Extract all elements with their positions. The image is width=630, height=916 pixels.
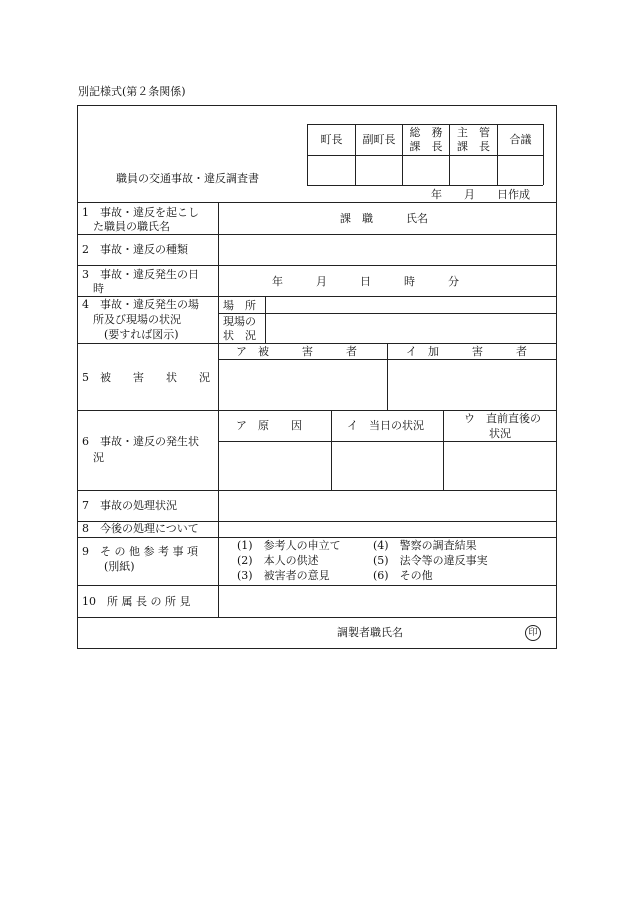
approval-chief: 町長: [320, 133, 343, 146]
row4-label-3: (要すれば図示): [82, 328, 179, 341]
row1-value: 課 職 氏名: [340, 212, 428, 225]
row3-label-2: 時: [82, 282, 104, 295]
approval-general-affairs-2: 課 長: [409, 140, 443, 153]
row3-label-1: 3 事故・違反発生の日: [82, 268, 199, 281]
row5-offender-header: イ 加 害 者: [406, 345, 527, 358]
row4-scene-label-2: 状 況: [223, 329, 256, 342]
row2-label: 2 事故・違反の種類: [82, 243, 188, 256]
row9-item-6: (6) その他: [373, 569, 433, 582]
form-caption: 別記様式(第２条関係): [78, 85, 186, 98]
approval-deputy: 副町長: [362, 133, 396, 146]
preparer-label: 調製者職氏名: [337, 626, 403, 639]
row4-place-label: 場 所: [223, 299, 256, 312]
row6-day-header: イ 当日の状況: [347, 419, 424, 432]
row4-label-2: 所及び現場の状況: [82, 313, 181, 326]
row4-label-1: 4 事故・違反発生の場: [82, 298, 199, 311]
row10-label: 10 所 属 長 の 所 見: [82, 595, 191, 608]
row6-before-after-header-2: 状況: [489, 427, 511, 440]
form-title: 職員の交通事故・違反調査書: [116, 172, 259, 185]
date-created: 年 月 日作成: [431, 188, 530, 201]
approval-council: 合議: [509, 133, 532, 146]
row1-label-2: た職員の職氏名: [82, 220, 170, 233]
row9-item-3: (3) 被害者の意見: [237, 569, 330, 582]
row9-item-5: (5) 法令等の違反事実: [373, 554, 488, 567]
seal-icon: 印: [525, 625, 541, 641]
row6-cause-header: ア 原 因: [236, 419, 302, 432]
row9-item-4: (4) 警察の調査結果: [373, 539, 477, 552]
row9-item-2: (2) 本人の供述: [237, 554, 319, 567]
row8-label: 8 今後の処理について: [82, 522, 199, 535]
row6-label-1: 6 事故・違反の発生状: [82, 435, 199, 448]
row9-label-2: (別紙): [82, 560, 135, 573]
row5-victim-header: ア 被 害 者: [236, 345, 357, 358]
row1-label-1: 1 事故・違反を起こし: [82, 206, 199, 219]
row6-before-after-header-1: ウ 直前直後の: [464, 412, 541, 425]
row9-item-1: (1) 参考人の申立て: [237, 539, 341, 552]
row4-scene-label-1: 現場の: [223, 315, 256, 328]
row9-label-1: 9 そ の 他 参 考 事 項: [82, 545, 198, 558]
row3-value: 年 月 日 時 分: [272, 275, 459, 288]
row5-label: 5 被 害 状 況: [82, 371, 210, 384]
approval-supervising-1: 主 管: [457, 126, 490, 139]
approval-supervising-2: 課 長: [457, 140, 490, 153]
row7-label: 7 事故の処理状況: [82, 499, 177, 512]
row6-label-2: 況: [82, 451, 104, 464]
approval-general-affairs-1: 総 務: [409, 126, 443, 139]
